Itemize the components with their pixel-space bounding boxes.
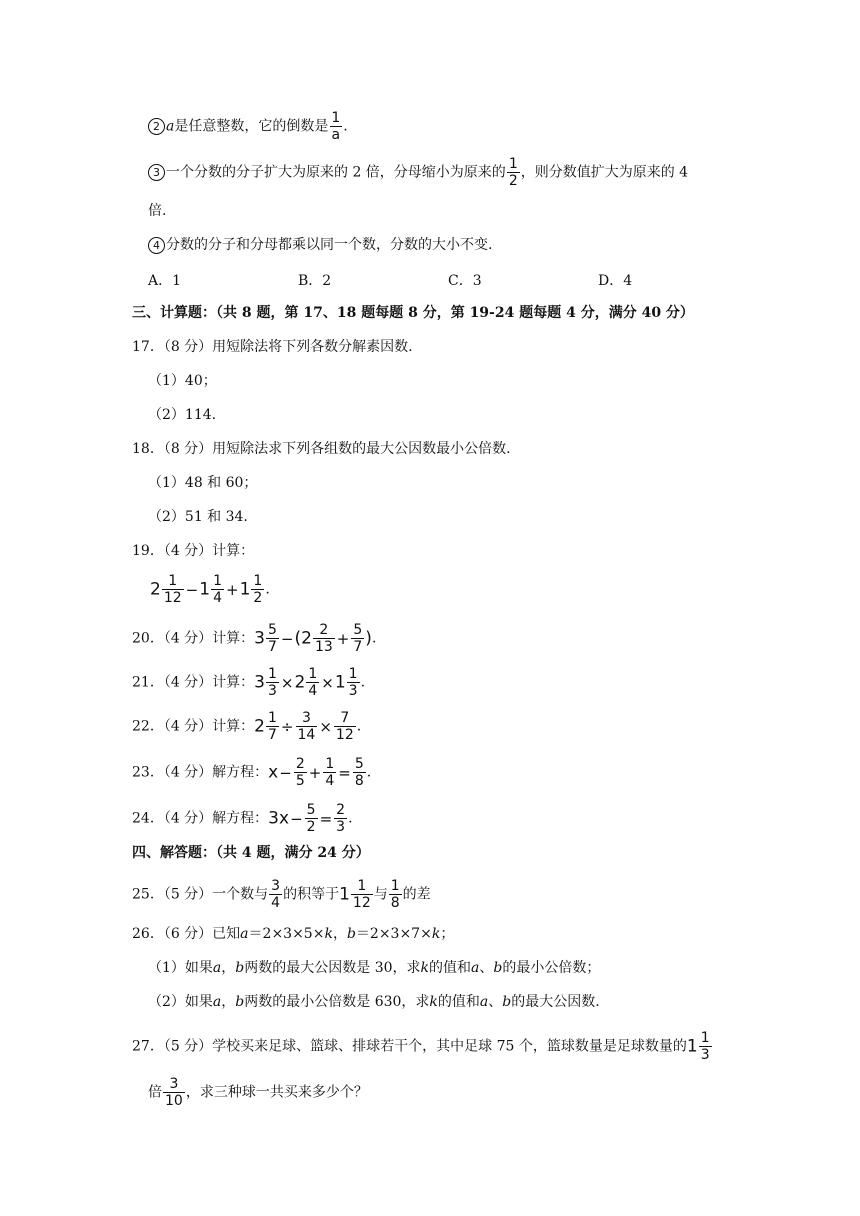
question-18: 18．（8 分）用短除法求下列各组数的最大公因数最小公倍数. bbox=[132, 441, 511, 457]
question-26: 26．（6 分）已知a＝2×3×5×k，b＝2×3×7×k； bbox=[132, 926, 455, 942]
question-23: 23．（4 分）解方程：x− $\frac{2}{5}$ + $\frac{1}{4}$ = $\frac{5}{8}$ . bbox=[132, 756, 372, 789]
question-20: 20．（4 分）计算：3 $\frac{5}{7}$ −(2 $\frac{2}{13}$ + $\frac{5}{7}$ ). bbox=[132, 622, 377, 655]
question-18-part-2: （2）51 和 34. bbox=[148, 509, 248, 525]
fraction: $\frac{1}{2}$ bbox=[508, 156, 518, 189]
statement-3-cont: 倍. bbox=[148, 203, 167, 219]
statement-4: 4 分数的分子和分母都乘以同一个数，分数的大小不变. bbox=[148, 235, 492, 255]
question-18-part-1: （1）48 和 60； bbox=[148, 475, 258, 491]
question-26-part-1: （1）如果a，b两数的最大公因数是 30，求k的值和a、b的最小公倍数； bbox=[148, 960, 601, 976]
question-19-expression: 2 $\frac{1}{12}$ −1 $\frac{1}{4}$ +1 $\frac{1}{2}$ . bbox=[150, 573, 270, 606]
question-21: 21．（4 分）计算：3 $\frac{1}{3}$ ×2 $\frac{1}{4}$ ×1 $\frac{1}{3}$ . bbox=[132, 666, 366, 699]
question-17-part-2: （2）114. bbox=[148, 407, 217, 423]
section-4-heading: 四、解答题：（共 4 题，满分 24 分） bbox=[132, 845, 370, 861]
question-24: 24．（4 分）解方程：3x− $\frac{5}{2}$ = $\frac{2}{3}$ . bbox=[132, 802, 353, 835]
question-27: 27．（5 分）学校买来足球、篮球、排球若干个，其中足球 75 个，篮球数量是足球数量的1 $\frac{1}{3}$ bbox=[132, 1030, 710, 1063]
question-22: 22．（4 分）计算：2 $\frac{1}{7}$ ÷ $\frac{3}{14}$ × $\frac{7}{12}$ . bbox=[132, 710, 362, 743]
question-19: 19．（4 分）计算： bbox=[132, 543, 255, 559]
question-17: 17．（8 分）用短除法将下列各数分解素因数. bbox=[132, 339, 413, 355]
statement-3: 3 一个分数的分子扩大为原来的 2 倍，分母缩小为原来的 $\frac{1}{2}$ ，则分数值扩大为原来的 4 bbox=[148, 156, 688, 189]
section-3-heading: 三、计算题：（共 8 题，第 17、18 题每题 8 分，第 19-24 题每题 4 分，满分 40 分） bbox=[132, 305, 694, 321]
question-26-part-2: （2）如果a，b两数的最小公倍数是 630，求k的值和a、b的最大公因数. bbox=[148, 994, 600, 1010]
question-27-cont: 倍 $\frac{3}{10}$ ，求三种球一共买来多少个？ bbox=[148, 1076, 368, 1109]
option-a: A．1 bbox=[148, 273, 182, 289]
question-25: 25．（5 分）一个数与 $\frac{3}{4}$ 的积等于1 $\frac{1}{12}$ 与 $\frac{1}{8}$ 的差 bbox=[132, 878, 431, 911]
statement-2: 2 a是任意整数，它的倒数是 $\frac{1}{a}$ . bbox=[148, 110, 348, 143]
circled-number: 3 bbox=[148, 164, 165, 181]
circled-number: 2 bbox=[148, 118, 165, 135]
fraction: $\frac{1}{a}$ bbox=[331, 110, 341, 143]
option-b: B．2 bbox=[298, 273, 332, 289]
option-d: D．4 bbox=[598, 273, 633, 289]
option-c: C．3 bbox=[448, 273, 482, 289]
question-17-part-1: （1）40； bbox=[148, 373, 217, 389]
circled-number: 4 bbox=[148, 237, 165, 254]
